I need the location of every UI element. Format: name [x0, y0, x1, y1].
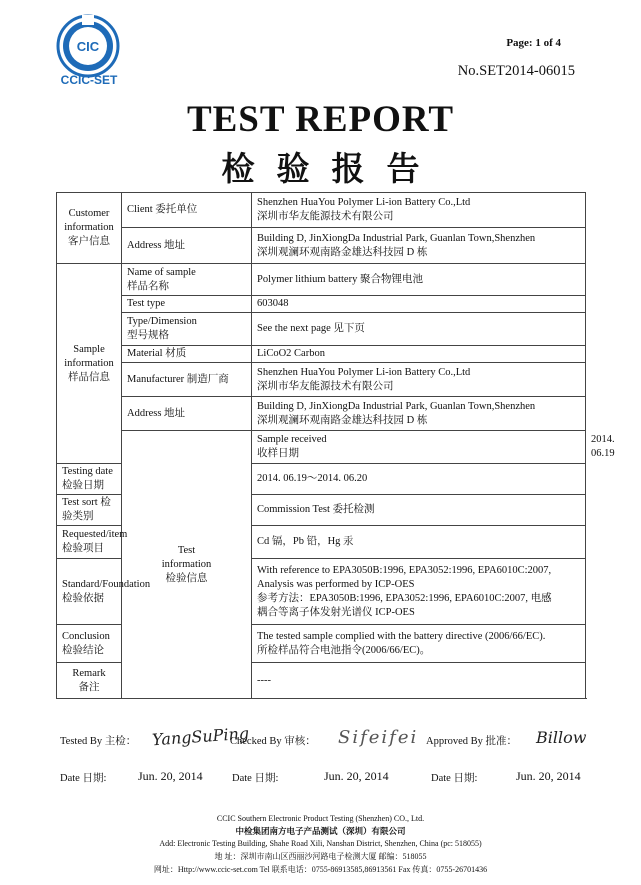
footer-company-cn: 中检集团南方电子产品测试（深圳）有限公司: [235, 826, 406, 836]
report-info-table: Customer information 客户信息 Client 委托单位 Shenzhen HuaYou Polymer Li-ion Battery Co.,Ltd 深圳市华友能源技术有限公司 Address 地址 Building D, JinXiongDa Industrial Park, Guanlan Town,Shenzhen 深圳观澜环观南路金雄达科技园 D 栋 Sample information 样品信息 Name of sample 样品名称 Polymer lithium battery 聚合物锂电池 Test type 603048 Type/Dimension 型号规格 See the next page 见下页 Material 材质 LiCoO2 Carbon Manufacturer 制造厂商 Shenzhen HuaYou Polymer Li-ion Battery Co.,Ltd 深圳市华友能源技术有限公司 Address 地址 Building D, JinXiongDa Industrial Park, Guanlan Town,Shenzhen 深圳观澜环观南路金雄达科技园 D 栋 Test information 检验信息 Sample received 收样日期 2014. 06.19 Testing date 检验日期 2014. 06.19～2014. 06.20 Test sort 检验类别 Commission Test 委托检测 Requested/item 检验项目 Cd 镉，Pb 铅，Hg 汞 Standard/Foundation 检验依据 With reference to EPA3050B:1996, EPA3052:1996, EPA6010C:2007, Analysis was performed by ICP-OES 参考方法：EPA3050B:1996, EPA3052:1996, EPA6010C:2007, 电感 耦合等离子体发射光谱仪 ICP-OES Conclusion 检验结论 The tested sample complied with the battery directive (2006/66/EC). 所检样品符合电池指令(2006/66/EC)。 Remark 备注 ----: [56, 192, 586, 699]
footer-company-en: CCIC Southern Electronic Product Testing (Shenzhen) CO., Ltd.: [216, 814, 425, 823]
client-value: Shenzhen HuaYou Polymer Li-ion Battery Co.,Ltd 深圳市华友能源技术有限公司: [252, 193, 586, 228]
material-value: LiCoO2 Carbon: [252, 346, 586, 363]
remark-label: Remark 备注: [57, 663, 122, 699]
sample-address-label: Address 地址: [122, 397, 252, 431]
sample-address-value: Building D, JinXiongDa Industrial Park, Guanlan Town,Shenzhen 深圳观澜环观南路金雄达科技园 D 栋: [252, 397, 586, 431]
sample-received-label: Sample received 收样日期: [252, 431, 586, 464]
page-number: Page: 1 of 4: [506, 37, 561, 49]
logo-mark-text: CIC: [76, 39, 100, 54]
date-label-1: Date 日期:: [60, 773, 107, 784]
client-label: Client 委托单位: [122, 193, 252, 228]
logo-text: CCIC-SET: [60, 73, 118, 87]
sample-name-value: Polymer lithium battery 聚合物锂电池: [252, 264, 586, 296]
approved-by-label: Approved By 批准：: [426, 736, 517, 747]
checked-by-signature: Sifeifei: [338, 727, 419, 748]
date-value-3: Jun. 20, 2014: [516, 769, 581, 783]
checked-by-label: Checked By 审核：: [230, 736, 316, 747]
conclusion-label: Conclusion 检验结论: [57, 625, 122, 663]
dimension-label: Type/Dimension 型号规格: [122, 313, 252, 346]
test-type-label: Test type: [122, 296, 252, 313]
approved-by-signature: Billow: [536, 728, 587, 747]
report-title-en: TEST REPORT: [186, 99, 455, 140]
conclusion-value: The tested sample complied with the battery directive (2006/66/EC). 所检样品符合电池指令(2006/66/EC)。: [252, 625, 586, 663]
test-section-label: Test information 检验信息: [122, 431, 252, 699]
sample-section-label: Sample information 样品信息: [57, 264, 122, 464]
date-value-2: Jun. 20, 2014: [324, 769, 389, 783]
test-type-value: 603048: [252, 296, 586, 313]
footer-address-cn: 地 址：深圳市南山区西丽沙河路电子检测大厦 邮编：518055: [214, 852, 427, 861]
testing-date-label: Testing date 检验日期: [57, 464, 122, 495]
customer-address-value: Building D, JinXiongDa Industrial Park, Guanlan Town,Shenzhen 深圳观澜环观南路金雄达科技园 D 栋: [252, 228, 586, 264]
footer-contact: 网址：Http://www.ccic-set.com Tel 联系电话：0755-86913585,86913561 Fax 传真：0755-26701436: [153, 865, 488, 874]
date-label-2: Date 日期:: [232, 773, 279, 784]
test-sort-value: Commission Test 委托检测: [252, 495, 586, 526]
test-sort-label: Test sort 检验类别: [57, 495, 122, 526]
report-number: No.SET2014-06015: [457, 63, 575, 79]
requested-item-value: Cd 镉，Pb 铅，Hg 汞: [252, 526, 586, 559]
testing-date-value: 2014. 06.19～2014. 06.20: [252, 464, 586, 495]
date-value-1: Jun. 20, 2014: [138, 769, 203, 783]
requested-item-label: Requested/item 检验项目: [57, 526, 122, 559]
sample-name-label: Name of sample 样品名称: [122, 264, 252, 296]
customer-section-label: Customer information 客户信息: [57, 193, 122, 264]
remark-value: ----: [252, 663, 586, 699]
date-label-3: Date 日期:: [431, 773, 478, 784]
report-title-cn: 检验报告: [221, 152, 442, 188]
standard-label: Standard/Foundation 检验依据: [57, 559, 122, 625]
material-label: Material 材质: [122, 346, 252, 363]
footer-address-en: Add: Electronic Testing Building, Shahe Road Xili, Nanshan District, Shenzhen, China (pc: 518055): [159, 839, 482, 848]
dimension-value: See the next page 见下页: [252, 313, 586, 346]
tested-by-label: Tested By 主检：: [60, 736, 137, 747]
standard-value: With reference to EPA3050B:1996, EPA3052:1996, EPA6010C:2007, Analysis was performed by ICP-OES 参考方法：EPA3050B:1996, EPA3052:1996, EPA6010C:2007, 电感 耦合等离子体发射光谱仪 ICP-OES: [252, 559, 586, 625]
manufacturer-label: Manufacturer 制造厂商: [122, 363, 252, 397]
customer-address-label: Address 地址: [122, 228, 252, 264]
tested-by-signature: YangSuPing: [151, 723, 250, 750]
manufacturer-value: Shenzhen HuaYou Polymer Li-ion Battery Co.,Ltd 深圳市华友能源技术有限公司: [252, 363, 586, 397]
